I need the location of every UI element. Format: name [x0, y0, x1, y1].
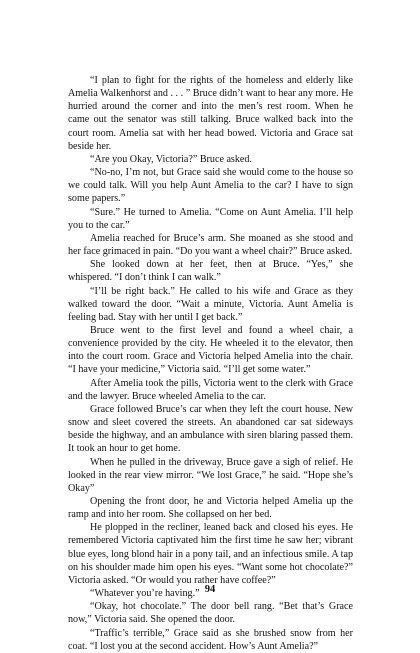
- paragraph-11: When he pulled in the driveway, Bruce gave a sigh of relief. He looked in the rear view mirror. “We lost Grace,” he said. “Hope she’s Okay”: [68, 456, 353, 494]
- paragraph-5: Amelia reached for Bruce’s arm. She moaned as she stood and her face grimaced in pain. “Do you want a wheel chair?” Bruce asked.: [68, 232, 353, 258]
- paragraph-2: “Are you Okay, Victoria?” Bruce asked.: [90, 153, 252, 165]
- paragraph-10: Grace followed Bruce’s car when they left the court house. New snow and sleet covered the streets. An abandoned car sat sideways beside the highway, and an ambulance with siren blaring passed them. It took an hour to get home.: [68, 403, 353, 455]
- paragraph-6: She looked down at her feet, then at Bruce. “Yes,” she whispered. “I don’t think I can walk.”: [68, 259, 353, 284]
- paragraph-13: He plopped in the recliner, leaned back and closed his eyes. He remembered Victoria captivated him the first time he saw her; vibrant blue eyes, long blond hair in a pony tail, and an infectious smile. A tap on his shoulder made him open his eyes. “Want some hot chocolate?” Victoria asked. “Or would you rather have coffee?”: [68, 522, 353, 586]
- paragraph-9: After Amelia took the pills, Victoria went to the clerk with Grace and the lawyer. Bruce wheeled Amelia to the car.: [68, 377, 353, 402]
- paragraph-8: Bruce went to the first level and found a wheel chair, a convenience provided by the city. He wheeled it to the elevator, then into the court room. Grace and Victoria helped Amelia into the chair. “I have your medicine,” Victoria said. “I’ll get some water.”: [68, 324, 353, 376]
- page-number: 94: [204, 584, 216, 595]
- paragraph-3: “No-no, I’m not, but Grace said she would come to the house so we could talk. Will you help Aunt Amelia to the car? I have to sign some papers.”: [68, 167, 353, 205]
- paragraph-15: “Okay, hot chocolate.” The door bell rang. “Bet that’s Grace now,” Victoria said. She opened the door.: [68, 601, 353, 626]
- paragraph-1: “I plan to fight for the rights of the homeless and elderly like Amelia Walkenhorst and . . . ” Bruce didn’t want to hear any more. He hurried around the corner and into the men’s rest room. When he came out the senator was still talking. Bruce walked back into the court room. Amelia sat with her head bowed. Victoria and Grace sat beside her.: [68, 75, 353, 152]
- paragraph-14: “Whatever you’re having.”: [90, 588, 200, 600]
- paragraph-16: “Traffic’s terrible,” Grace said as she brushed snow from her coat. “I lost you at the second accident. How’s Aunt Amelia?”: [68, 627, 353, 652]
- paragraph-4: “Sure.” He turned to Amelia. “Come on Aunt Amelia. I’ll help you to the car.”: [68, 206, 353, 231]
- body-text: [68, 74, 353, 653]
- paragraph-7: “I’ll be right back.” He called to his wife and Grace as they walked toward the door. “Wait a minute, Victoria. Aunt Amelia is feeling bad. Stay with her until I get back.”: [68, 285, 353, 323]
- paragraph-12: Opening the front door, he and Victoria helped Amelia up the ramp and into her room. She collapsed on her bed.: [68, 496, 353, 521]
